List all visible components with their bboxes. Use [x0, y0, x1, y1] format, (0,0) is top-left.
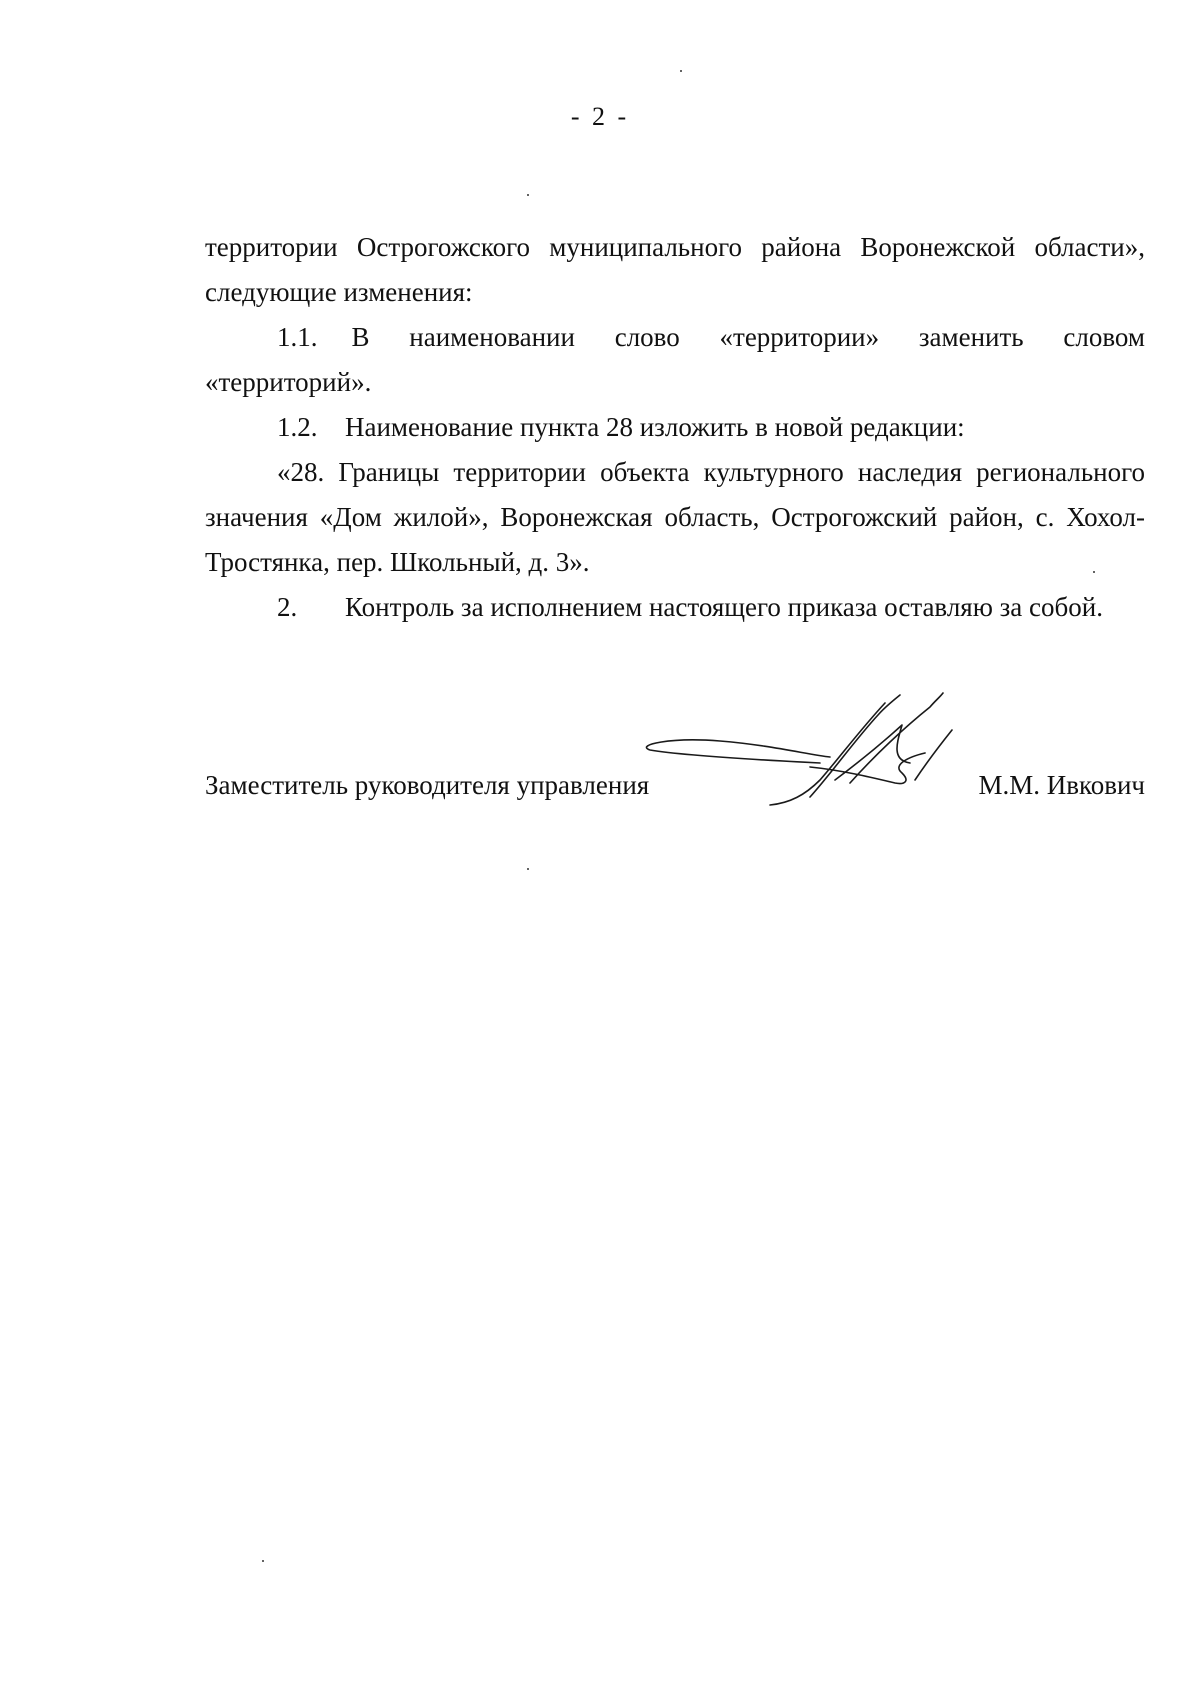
signer-title: Заместитель руководителя управления [205, 770, 650, 800]
scan-speck [262, 1560, 264, 1562]
item-2 [205, 585, 1145, 630]
item-1-2-number: 1.2. [277, 412, 318, 442]
page-number: - 2 - [570, 102, 630, 131]
signer-name: М.М. Ивкович [978, 770, 1145, 800]
item-1-1 [205, 315, 1145, 405]
item-1-1-text: В наименовании слово «территории» заменить словом «территорий». [205, 322, 1145, 397]
scan-speck [527, 194, 529, 196]
scan-speck [680, 70, 682, 72]
quote-item-28: «28. Границы территории объекта культурного наследия регионального значения «Дом жилой», Воронежская область, Острогожский район, с. Хохол-Тростянка, пер. Школьный, д. 3». [205, 457, 1145, 577]
item-2-number: 2. [277, 592, 298, 622]
handwritten-signature [640, 685, 990, 815]
item-1-2 [205, 405, 1145, 450]
item-2-text: Контроль за исполнением настоящего приказа оставляю за собой. [345, 592, 1103, 622]
document-body [205, 225, 1145, 630]
item-1-1-number: 1.1. [277, 322, 318, 352]
item-1-2-text: Наименование пункта 28 изложить в новой редакции: [345, 412, 965, 442]
paragraph-intro-line-2: следующие изменения: [205, 277, 473, 307]
paragraph-intro-line-1: территории Острогожского муниципального района Воронежской области», [205, 232, 1145, 262]
scan-speck [527, 868, 529, 870]
